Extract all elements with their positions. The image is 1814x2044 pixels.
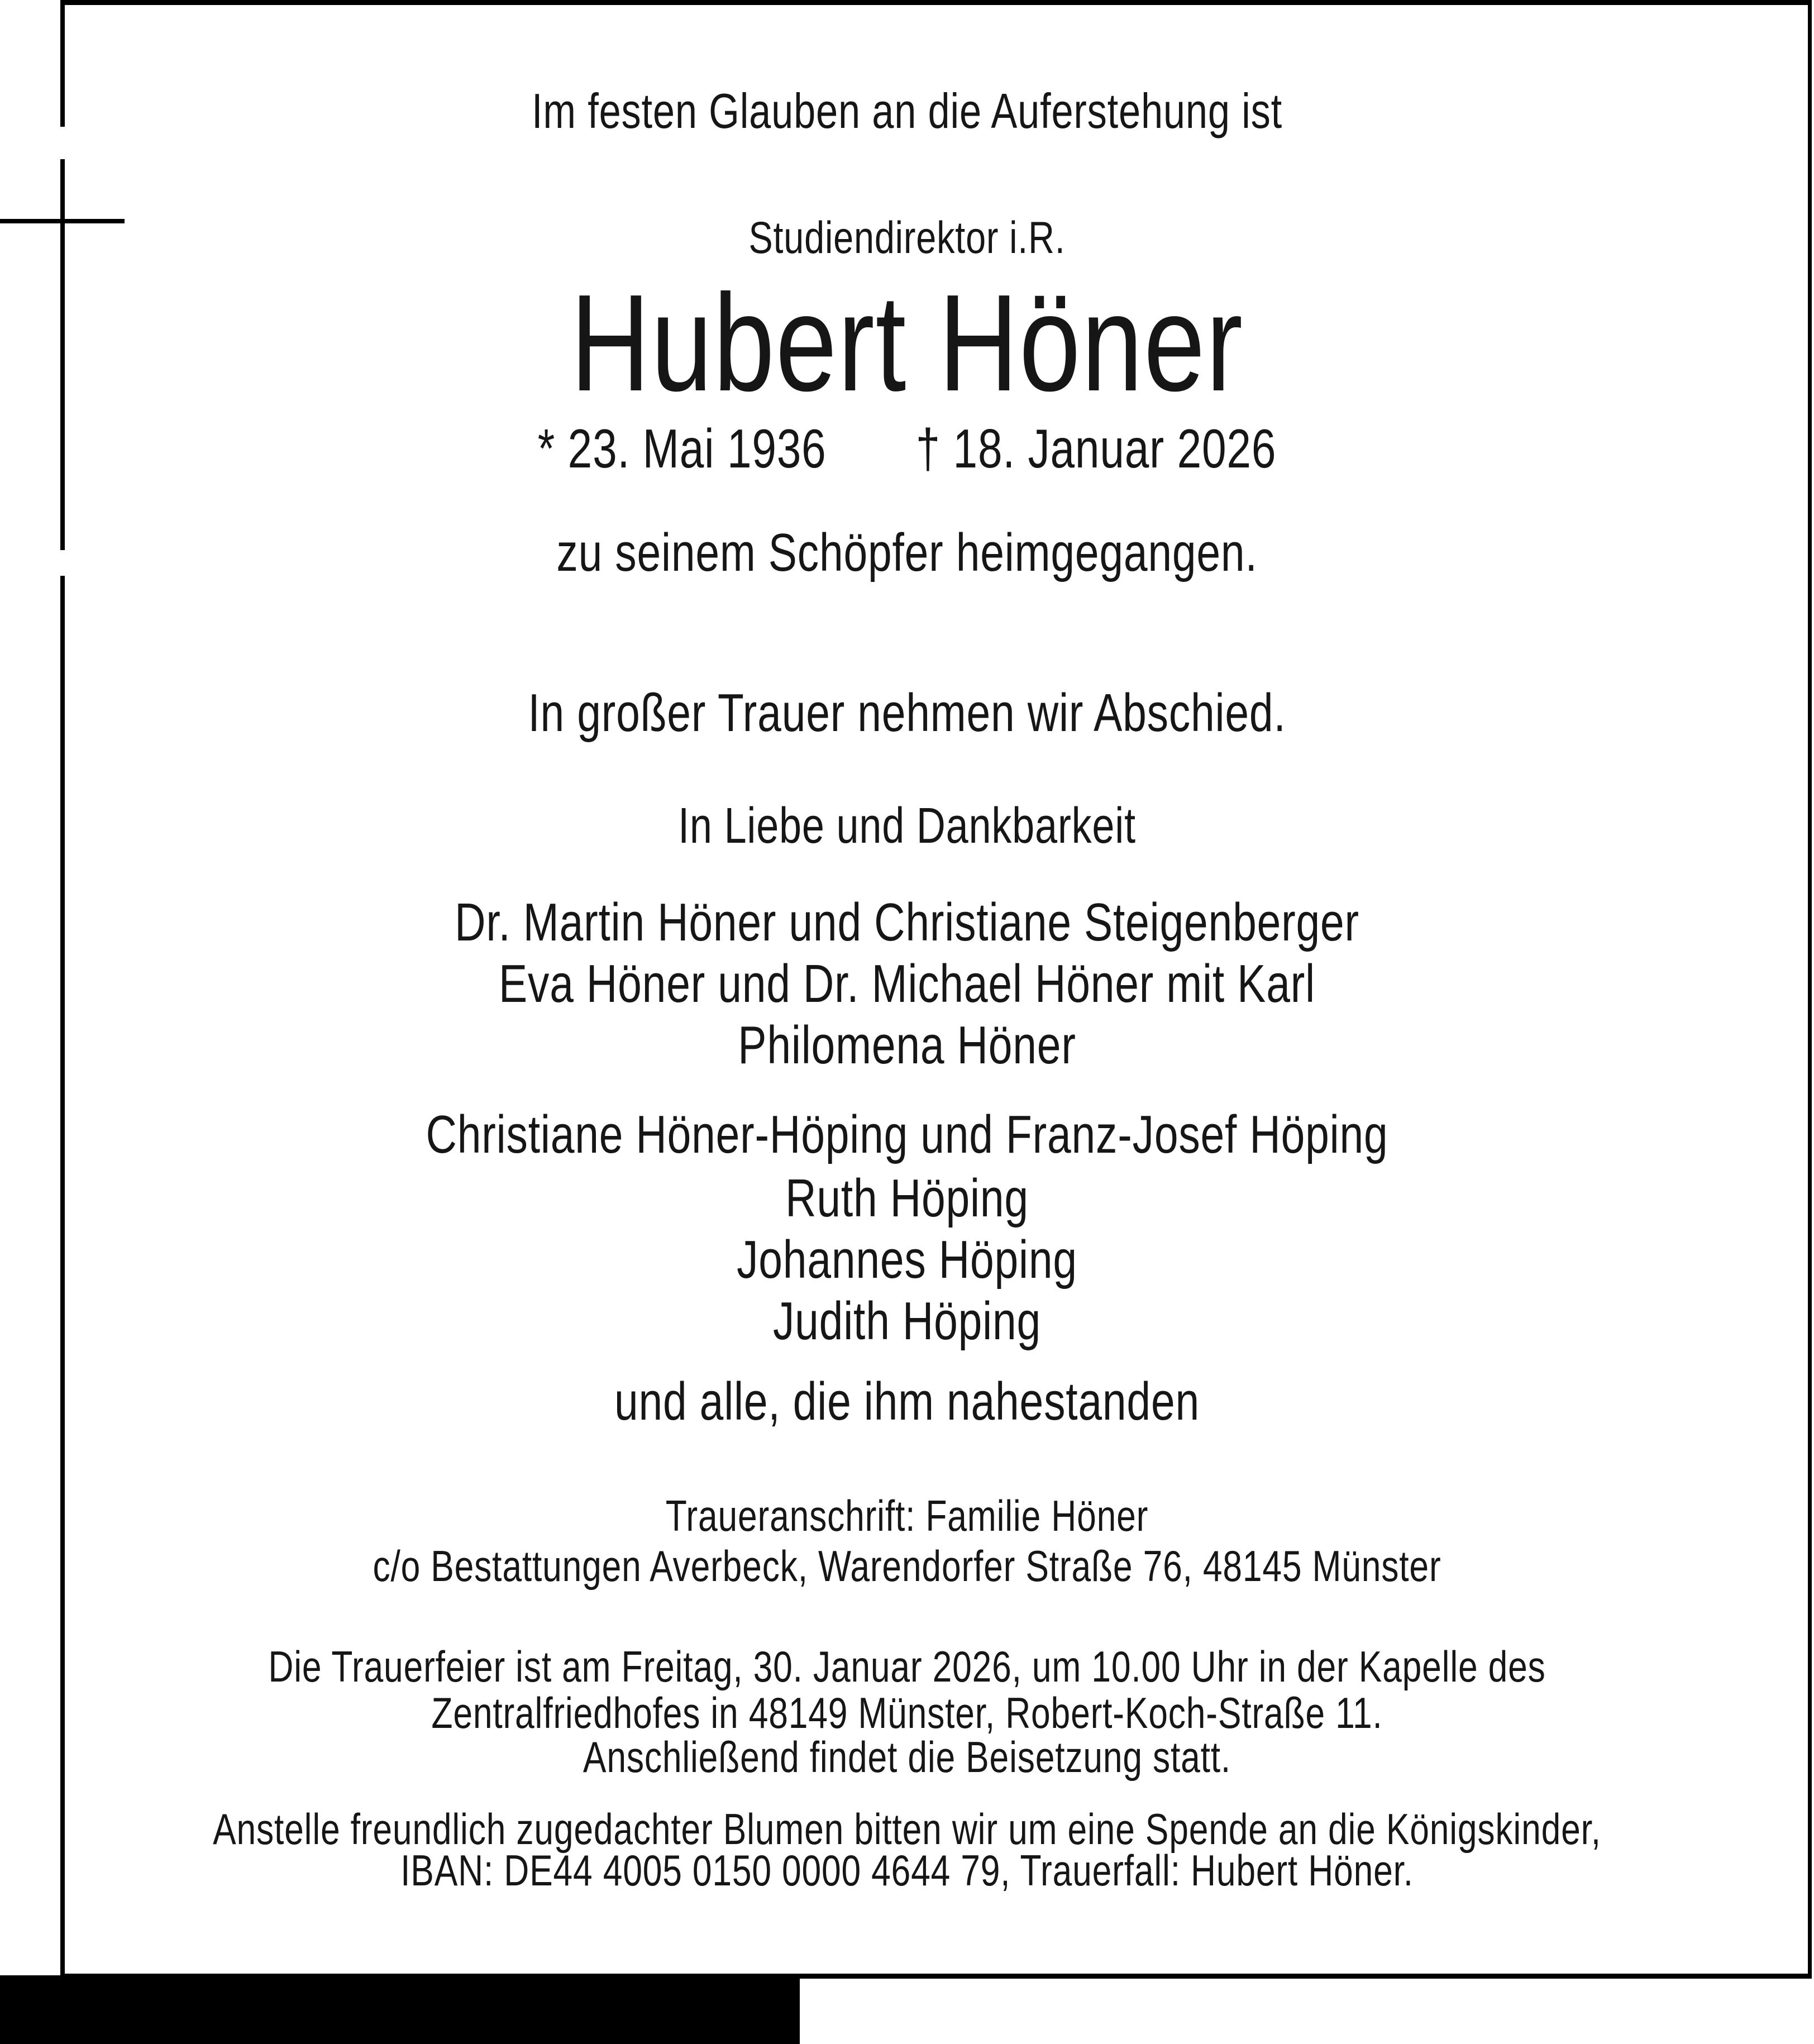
- birth-date: * 23. Mai 1936: [537, 418, 827, 479]
- mourner-line: Judith Höping: [772, 1291, 1042, 1351]
- frame-right-border: [1808, 0, 1812, 1979]
- intro-line: Im festen Glauben an die Auferstehung ist: [532, 83, 1282, 139]
- service-info-line: Anschließend findet die Beisetzung statt.: [583, 1732, 1231, 1782]
- closing-line: und alle, die ihm nahestanden: [614, 1372, 1200, 1431]
- donation-info-line: Anstelle freundlich zugedachter Blumen bitten wir um eine Spende an die Königskinder,: [213, 1804, 1601, 1854]
- deceased-name: Hubert Höner: [570, 266, 1244, 420]
- passing-line: zu seinem Schöpfer heimgegangen.: [556, 523, 1258, 582]
- death-date: † 18. Januar 2026: [915, 418, 1277, 479]
- donation-info-line: IBAN: DE44 4005 0150 0000 4644 79, Trauerfall: Hubert Höner.: [400, 1846, 1414, 1895]
- service-info-line: Zentralfriedhofes in 48149 Münster, Robert-Koch-Straße 11.: [431, 1688, 1383, 1737]
- life-dates-line: [182, 419, 1632, 479]
- mourner-line: Dr. Martin Höner und Christiane Steigenberger: [455, 892, 1359, 952]
- mourning-line: In großer Trauer nehmen wir Abschied.: [528, 683, 1286, 743]
- mourning-address-line: Traueranschrift: Familie Höner: [665, 1491, 1149, 1540]
- mourning-address-line: c/o Bestattungen Averbeck, Warendorfer Straße 76, 48145 Münster: [373, 1541, 1441, 1591]
- deceased-title: Studiendirektor i.R.: [748, 213, 1066, 263]
- mourner-line: Ruth Höping: [785, 1168, 1029, 1228]
- frame-left-border-lower-segment: [60, 576, 65, 1974]
- frame-top-border: [60, 0, 1812, 5]
- mourner-line: Eva Höner und Dr. Michael Höner mit Karl: [499, 954, 1315, 1014]
- cross-icon-horizontal-beam: [0, 219, 125, 223]
- mourner-line: Johannes Höping: [737, 1230, 1077, 1290]
- bottom-black-bar: [0, 1975, 800, 2044]
- service-info-line: Die Trauerfeier ist am Freitag, 30. Januar 2026, um 10.00 Uhr in der Kapelle des: [268, 1642, 1546, 1691]
- mourner-line: Christiane Höner-Höping und Franz-Josef Höping: [426, 1105, 1388, 1164]
- cross-icon-vertical-beam: [60, 159, 65, 550]
- frame-left-border-upper-segment: [60, 0, 65, 127]
- mourner-line: Philomena Höner: [738, 1015, 1076, 1075]
- dedication-line: In Liebe und Dankbarkeit: [678, 798, 1136, 854]
